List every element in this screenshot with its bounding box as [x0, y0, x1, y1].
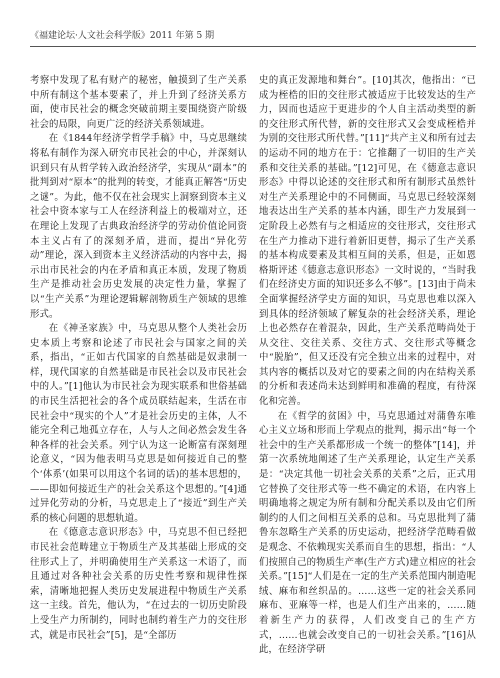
left-column: [30, 74, 247, 668]
paragraph: 在《德意志意识形态》中，马克思不但已经把市民社会范畴建立于物质生产及其基础上形成的交往形式上了，并明确使用生产关系这一术语了，而且通过对各种社会关系的历史性考察和规律性探索，清晰地把握人类历史发展进程中物质生产关系这一主线。首先，他认为，“在过去的一切历史阶段上受生产力所制约，同时也制约着生产力的交往形式，就是市民社会”[5]，是“全部历: [30, 527, 247, 641]
paragraph: 在《1844年经济学哲学手稿》中，马克思继续将私有制作为深入研究市民社会的中心，并深刻认识到只有从哲学转入政治经济学，实现从“副本”的批判到对“原本”的批判的转变，才能真正解答“历史之谜”。为此，他不仅在社会现实上洞察到资本主义社会中资本家与工人在经济利益上的极端对立，还在理论上发现了古典政治经济学的劳动价值论同资本主义占有了的深刻矛盾，进而，提出“异化劳动”理论，深入到资本主义经济活动的内容中去，揭示出市民社会的内在矛盾和真正本质，发现了物质生产是推动社会历史发展的决定性力量，掌握了以“生产关系”为理论逻辑解剖物质生产领域的思维形式。: [30, 133, 247, 320]
paragraph: 史的真正发源地和舞台”。[10]其次，他指出：“已成为桎梏的旧的交往形式被适应于比较发达的生产力，因而也适应于更进步的个人自主活动类型的新的交往形式所代替，新的交往形式又会变成桎梏并为别的交往形式所代替。”[11]“共产主义和所有过去的运动不同的地方在于：它推翻了一切旧的生产关系和交往关系的基础。”[12]可见，在《德意志意识形态》中得以论述的交往形式和所有制形式虽然针对生产关系理论中的不同侧面，马克思已经较深刻地表达出生产关系的基本内涵，即生产力发展到一定阶段上必然有与之相适应的交往形式，交往形式在生产力推动下进行着新旧更替，揭示了生产关系的基本构成要素及其相互间的关系，但是，正如恩格斯评述《德意志意识形态》一文时说的，“当时我们在经济史方面的知识还多么不够”。[13]由于尚未全面掌握经济学史方面的知识，马克思也难以深入到具体的经济领域了解复杂的社会经济关系，理论上也必然存在着混杂，因此，生产关系范畴尚处于从交往、交往关系、交往方式、交往形式等概念中“脱胎”，但又还没有完全独立出来的过程中，对其内容的概括以及对它的要素之间的内在结构关系的分析和表述尚未达到鲜明和准确的程度，有待深化和完善。: [259, 75, 476, 408]
right-column: [259, 74, 476, 668]
body-columns: [30, 74, 476, 668]
running-header: 《福建论坛·人文社会科学版》2011 年第 5 期: [30, 30, 476, 47]
paragraph: 在《哲学的贫困》中，马克思通过对蒲鲁东唯心主义立场和形而上学观点的批判，揭示出“每一个社会中的生产关系都形成一个统一的整体”[14]，并第一次系统地阐述了生产关系理论，认定生产关系是：“决定其他一切社会关系的关系”之后，正式用它替换了交往形式等一些不确定的术语，在内容上明确地将之规定为所有制和分配关系以及由它们所制约的人们之间相互关系的总和。马克思批判了蒲鲁东忽略生产关系的历史运动，把经济学范畴看做是观念、不依赖现实关系而自生的思想，指出：“人们按照自己的物质生产率(生产方式)建立相应的社会关系。”[15]“人们是在一定的生产关系范围内制造呢绒、麻布和丝织品的。……这些一定的社会关系同麻布、亚麻等一样，也是人们生产出来的，……随着新生产力的获得，人们改变自己的生产方式，……也就会改变自己的一切社会关系。”[16]从此，在经济学研: [259, 410, 476, 656]
paragraph: 考察中发现了私有财产的秘密，触摸到了生产关系中所有制这个基本要素了，并上升到了经济关系方面，使市民社会的概念突破前期主要围绕资产阶级社会的局限，向更广泛的经济关系领域进。: [30, 75, 247, 130]
paragraph: 在《神圣家族》中，马克思从整个人类社会历史本质上考察和论述了市民社会与国家之间的关系，指出，“正如古代国家的自然基础是奴隶制一样，现代国家的自然基础是市民社会以及市民社会中的人。”[1]他认为市民社会为现实联系和世俗基础的市民生活把社会的各个成员联结起来，生活在市民社会中“现实的个人”才是社会历史的主体，人不能完全利己地孤立存在，人与人之间必然会发生各种各样的社会关系。列宁认为这一论断富有深刻理论意义，“因为他表明马克思是如何接近自己的整个‘体系’(如果可以用这个名词的话)的基本思想的，——即如何接近生产的社会关系这个思想的。”[4]通过异化劳动的分析，马克思走上了“接近”到生产关系的核心问题的思想轨道。: [30, 323, 247, 524]
